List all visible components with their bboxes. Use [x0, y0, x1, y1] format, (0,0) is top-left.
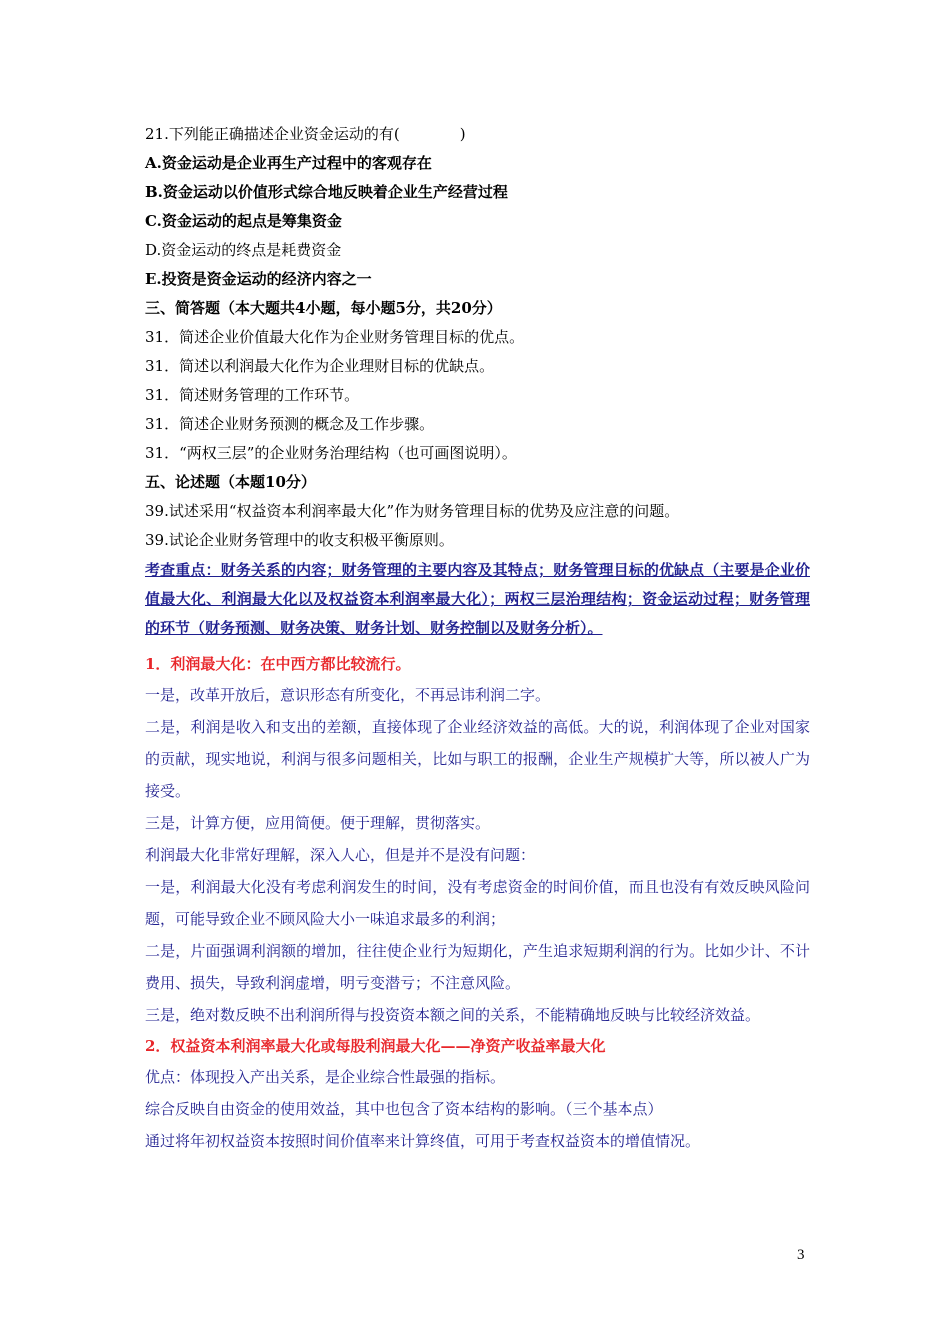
part-2-paragraph: 优点：体现投入产出关系，是企业综合性最强的指标。 — [145, 1068, 506, 1086]
part-2-paragraph: 综合反映自由资金的使用效益，其中也包含了资本结构的影响。（三个基本点） — [145, 1100, 663, 1118]
part-1-heading: 1．利润最大化：在中西方都比较流行。 — [145, 655, 411, 673]
part-1-paragraph: 一是，利润最大化没有考虑利润发生的时间，没有考虑资金的时间价值，而且也没有有效反映风险问题，可能导致企业不顾风险大小一味追求最多的利润； — [145, 878, 810, 928]
short-answer-item: 31．简述以利润最大化作为企业理财目标的优缺点。 — [145, 357, 495, 375]
page-number: 3 — [797, 1247, 805, 1263]
option-d: D.资金运动的终点是耗费资金 — [145, 241, 342, 259]
question-21-stem — [145, 120, 810, 149]
short-answer-item: 31．“两权三层”的企业财务治理结构（也可画图说明）。 — [145, 444, 517, 462]
section-3-heading: 三、简答题（本大题共4小题，每小题5分，共20分） — [145, 299, 502, 317]
short-answer-item: 31．简述企业价值最大化作为企业财务管理目标的优点。 — [145, 328, 525, 346]
option-c: C.资金运动的起点是筹集资金 — [145, 212, 342, 230]
question-21-stem-text: 21.下列能正确描述企业资金运动的有( — [145, 125, 400, 143]
part-1-paragraph: 利润最大化非常好理解，深入人心，但是并不是没有问题： — [145, 846, 536, 864]
option-e: E.投资是资金运动的经济内容之一 — [145, 270, 372, 288]
short-answer-item: 31．简述企业财务预测的概念及工作步骤。 — [145, 415, 435, 433]
question-21-stem-close: ) — [459, 125, 466, 143]
key-points: 考查重点：财务关系的内容；财务管理的主要内容及其特点；财务管理目标的优缺点（主要是企业价值最大化、利润最大化以及权益资本利润率最大化）；两权三层治理结构；资金运动过程；财务管理的环节（财务预测、财务决策、财务计划、财务控制以及财务分析）。 — [145, 561, 810, 637]
short-answer-item: 31．简述财务管理的工作环节。 — [145, 386, 360, 404]
part-1-paragraph: 二是，片面强调利润额的增加，往往使企业行为短期化，产生追求短期利润的行为。比如少计、不计费用、损失，导致利润虚增，明亏变潜亏；不注意风险。 — [145, 942, 810, 992]
essay-item: 39.试论企业财务管理中的收支积极平衡原则。 — [145, 531, 454, 549]
page-content — [145, 120, 810, 1157]
part-2-paragraph: 通过将年初权益资本按照时间价值率来计算终值，可用于考查权益资本的增值情况。 — [145, 1132, 701, 1150]
section-5-heading: 五、论述题（本题10分） — [145, 473, 316, 491]
part-1-paragraph: 一是，改革开放后，意识形态有所变化，不再忌讳利润二字。 — [145, 686, 551, 704]
essay-item: 39.试述采用“权益资本利润率最大化”作为财务管理目标的优势及应注意的问题。 — [145, 502, 680, 520]
part-1-paragraph: 三是，计算方便，应用简便。便于理解，贯彻落实。 — [145, 814, 491, 832]
option-a: A.资金运动是企业再生产过程中的客观存在 — [145, 154, 432, 172]
part-1-paragraph: 三是，绝对数反映不出利润所得与投资资本额之间的关系，不能精确地反映与比较经济效益。 — [145, 1006, 761, 1024]
part-1-paragraph: 二是，利润是收入和支出的差额，直接体现了企业经济效益的高低。大的说，利润体现了企业对国家的贡献，现实地说，利润与很多问题相关，比如与职工的报酬，企业生产规模扩大等，所以被人广为接受。 — [145, 718, 810, 800]
option-b: B.资金运动以价值形式综合地反映着企业生产经营过程 — [145, 183, 508, 201]
part-2-heading: 2．权益资本利润率最大化或每股利润最大化——净资产收益率最大化 — [145, 1037, 606, 1055]
